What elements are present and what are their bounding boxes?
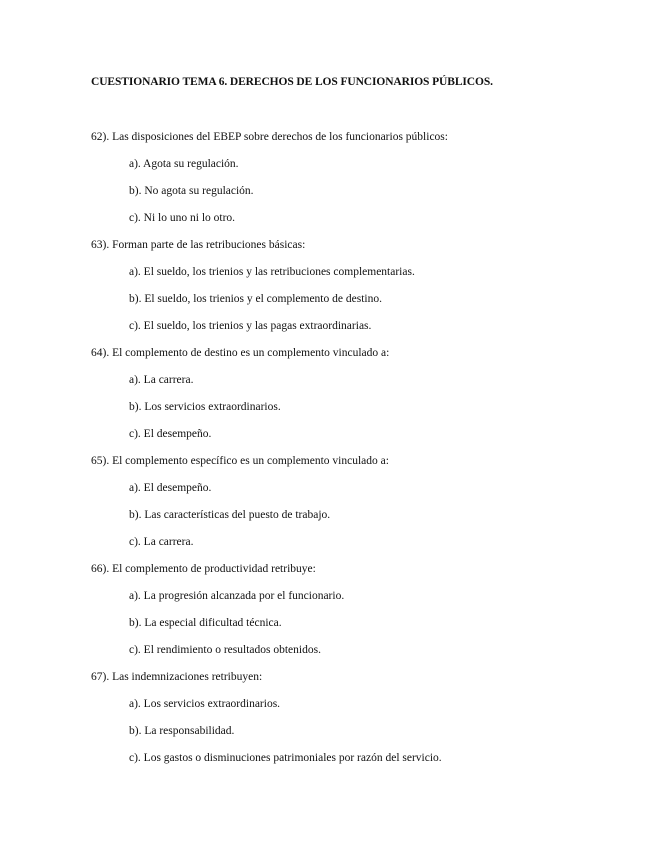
- option-b: b). Los servicios extraordinarios.: [129, 401, 281, 413]
- option-a: a). El sueldo, los trienios y las retribuciones complementarias.: [129, 266, 415, 278]
- option-b: b). No agota su regulación.: [129, 185, 254, 197]
- option-a: a). El desempeño.: [129, 482, 212, 494]
- question-62: [91, 129, 611, 237]
- option-b: b). Las características del puesto de trabajo.: [129, 509, 331, 521]
- option-b: b). El sueldo, los trienios y el complemento de destino.: [129, 293, 382, 305]
- document-title: CUESTIONARIO TEMA 6. DERECHOS DE LOS FUNCIONARIOS PÚBLICOS.: [91, 76, 493, 88]
- question-text: 67). Las indemnizaciones retribuyen:: [91, 671, 263, 683]
- question-63: [91, 237, 611, 345]
- question-66: [91, 561, 611, 669]
- option-a: a). La carrera.: [129, 374, 194, 386]
- option-c: c). El desempeño.: [129, 428, 212, 440]
- question-text: 65). El complemento específico es un complemento vinculado a:: [91, 455, 389, 467]
- option-list: [91, 372, 611, 453]
- option-list: [91, 696, 611, 777]
- option-c: c). Los gastos o disminuciones patrimoniales por razón del servicio.: [129, 752, 442, 764]
- option-list: [91, 480, 611, 561]
- question-65: [91, 453, 611, 561]
- option-c: c). La carrera.: [129, 536, 194, 548]
- question-text: 66). El complemento de productividad retribuye:: [91, 563, 316, 575]
- option-a: a). Los servicios extraordinarios.: [129, 698, 281, 710]
- question-text: 63). Forman parte de las retribuciones básicas:: [91, 239, 306, 251]
- question-list: [91, 129, 611, 777]
- question-text: 64). El complemento de destino es un complemento vinculado a:: [91, 347, 390, 359]
- option-b: b). La especial dificultad técnica.: [129, 617, 282, 629]
- option-list: [91, 588, 611, 669]
- option-a: a). La progresión alcanzada por el funcionario.: [129, 590, 345, 602]
- option-c: c). Ni lo uno ni lo otro.: [129, 212, 236, 224]
- option-a: a). Agota su regulación.: [129, 158, 239, 170]
- question-text: 62). Las disposiciones del EBEP sobre derechos de los funcionarios públicos:: [91, 131, 448, 143]
- question-67: [91, 669, 611, 777]
- option-c: c). El sueldo, los trienios y las pagas extraordinarias.: [129, 320, 372, 332]
- option-b: b). La responsabilidad.: [129, 725, 235, 737]
- option-c: c). El rendimiento o resultados obtenidos.: [129, 644, 321, 656]
- option-list: [91, 156, 611, 237]
- option-list: [91, 264, 611, 345]
- question-64: [91, 345, 611, 453]
